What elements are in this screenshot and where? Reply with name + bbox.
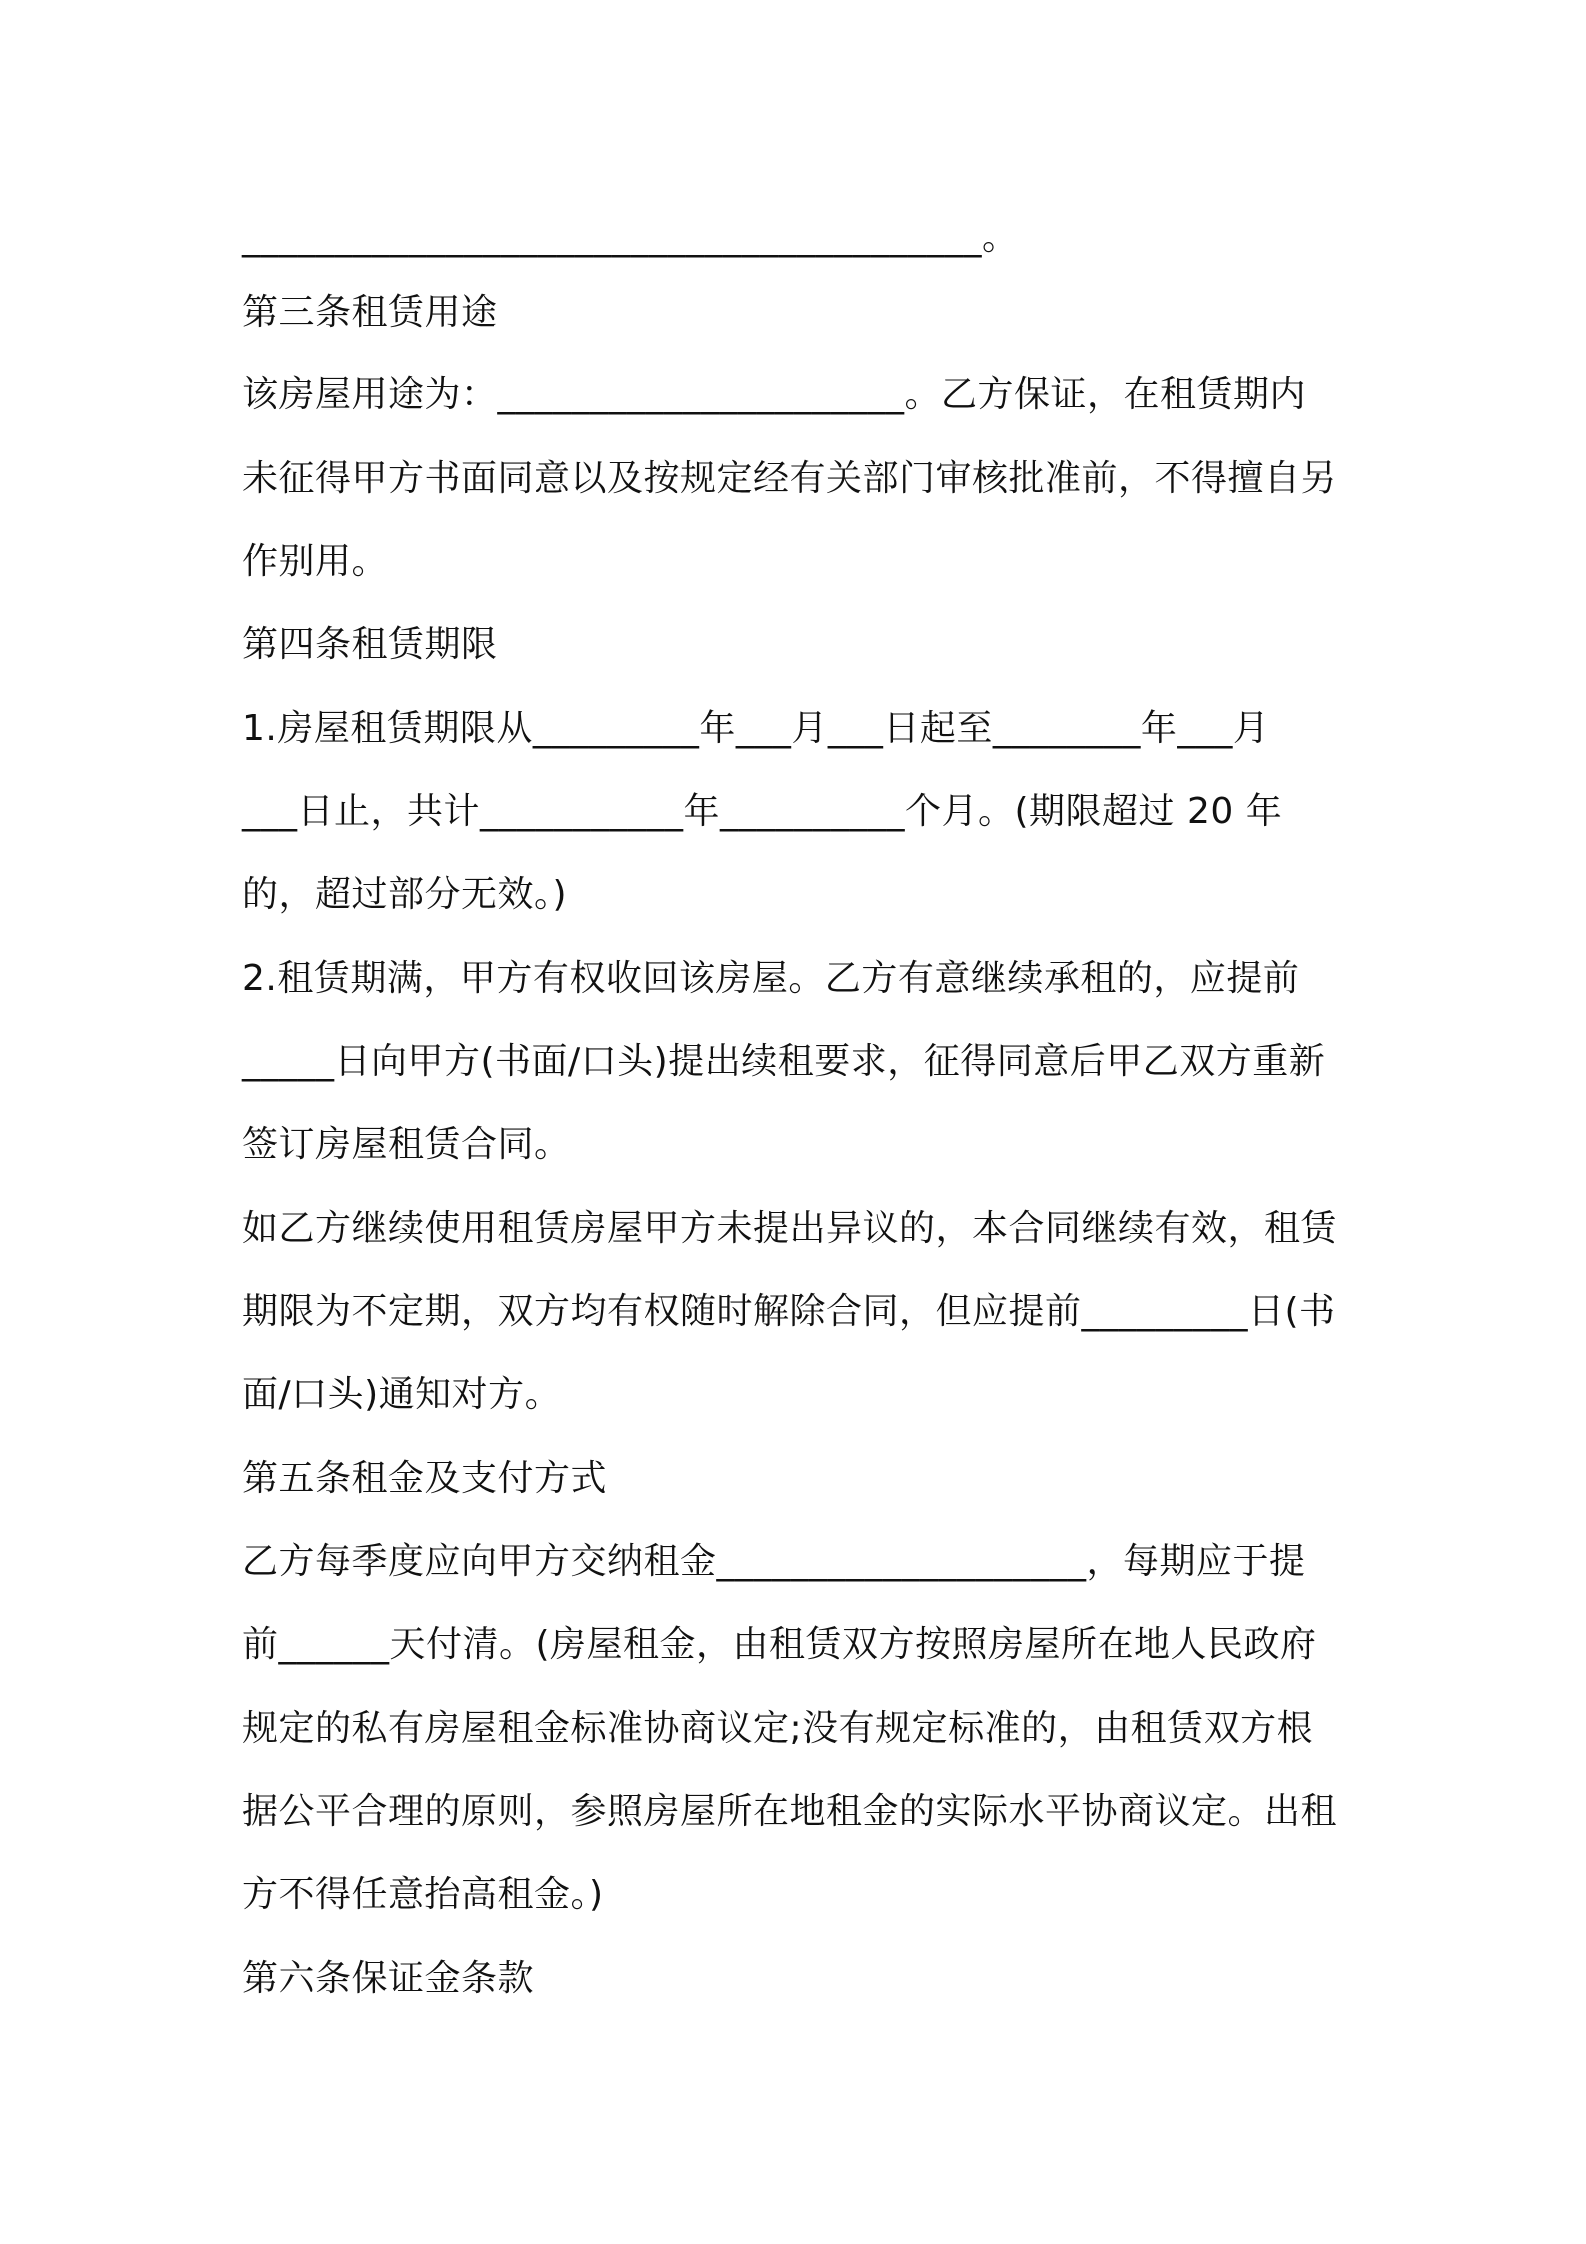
text-line: 方不得任意抬高租金。): [242, 1874, 604, 1915]
section-heading-deposit: 第六条保证金条款: [242, 1958, 535, 1999]
text-line: 该房屋用途为：______________________。乙方保证，在租赁期内: [242, 374, 1307, 415]
text-line: 签订房屋租赁合同。: [242, 1124, 571, 1165]
text-line: 前______天付清。(房屋租金，由租赁双方按照房屋所在地人民政府: [242, 1624, 1317, 1665]
text-line: 未征得甲方书面同意以及按规定经有关部门审核批准前，不得擅自另: [242, 458, 1338, 499]
text-line: 期限为不定期，双方均有权随时解除合同，但应提前_________日(书: [242, 1291, 1336, 1332]
text-line: 如乙方继续使用租赁房屋甲方未提出异议的，本合同继续有效，租赁: [242, 1208, 1338, 1249]
text-line: _____日向甲方(书面/口头)提出续租要求，征得同意后甲乙双方重新: [242, 1041, 1326, 1082]
section-heading-rent-payment: 第五条租金及支付方式: [242, 1458, 608, 1499]
text-line: 规定的私有房屋租金标准协商议定;没有规定标准的，由租赁双方根: [242, 1708, 1314, 1749]
text-line: 的，超过部分无效。): [242, 874, 568, 915]
text-line: 乙方每季度应向甲方交纳租金____________________，每期应于提: [242, 1541, 1306, 1582]
section-heading-lease-term: 第四条租赁期限: [242, 624, 498, 665]
text-line: ___日止，共计___________年__________个月。(期限超过 20 年: [242, 791, 1283, 832]
text-line: 作别用。: [242, 541, 389, 582]
text-line: 据公平合理的原则，参照房屋所在地租金的实际水平协商议定。出租: [242, 1791, 1338, 1832]
text-line: 2.租赁期满，甲方有权收回该房屋。乙方有意继续承租的，应提前: [242, 958, 1300, 999]
text-line: 面/口头)通知对方。: [242, 1374, 562, 1415]
text-line: 1.房屋租赁期限从_________年___月___日起至________年___月: [242, 708, 1270, 749]
section-heading-lease-purpose: 第三条租赁用途: [242, 292, 498, 333]
text-line-blank-continuation: ________________________________________。: [242, 217, 1019, 258]
